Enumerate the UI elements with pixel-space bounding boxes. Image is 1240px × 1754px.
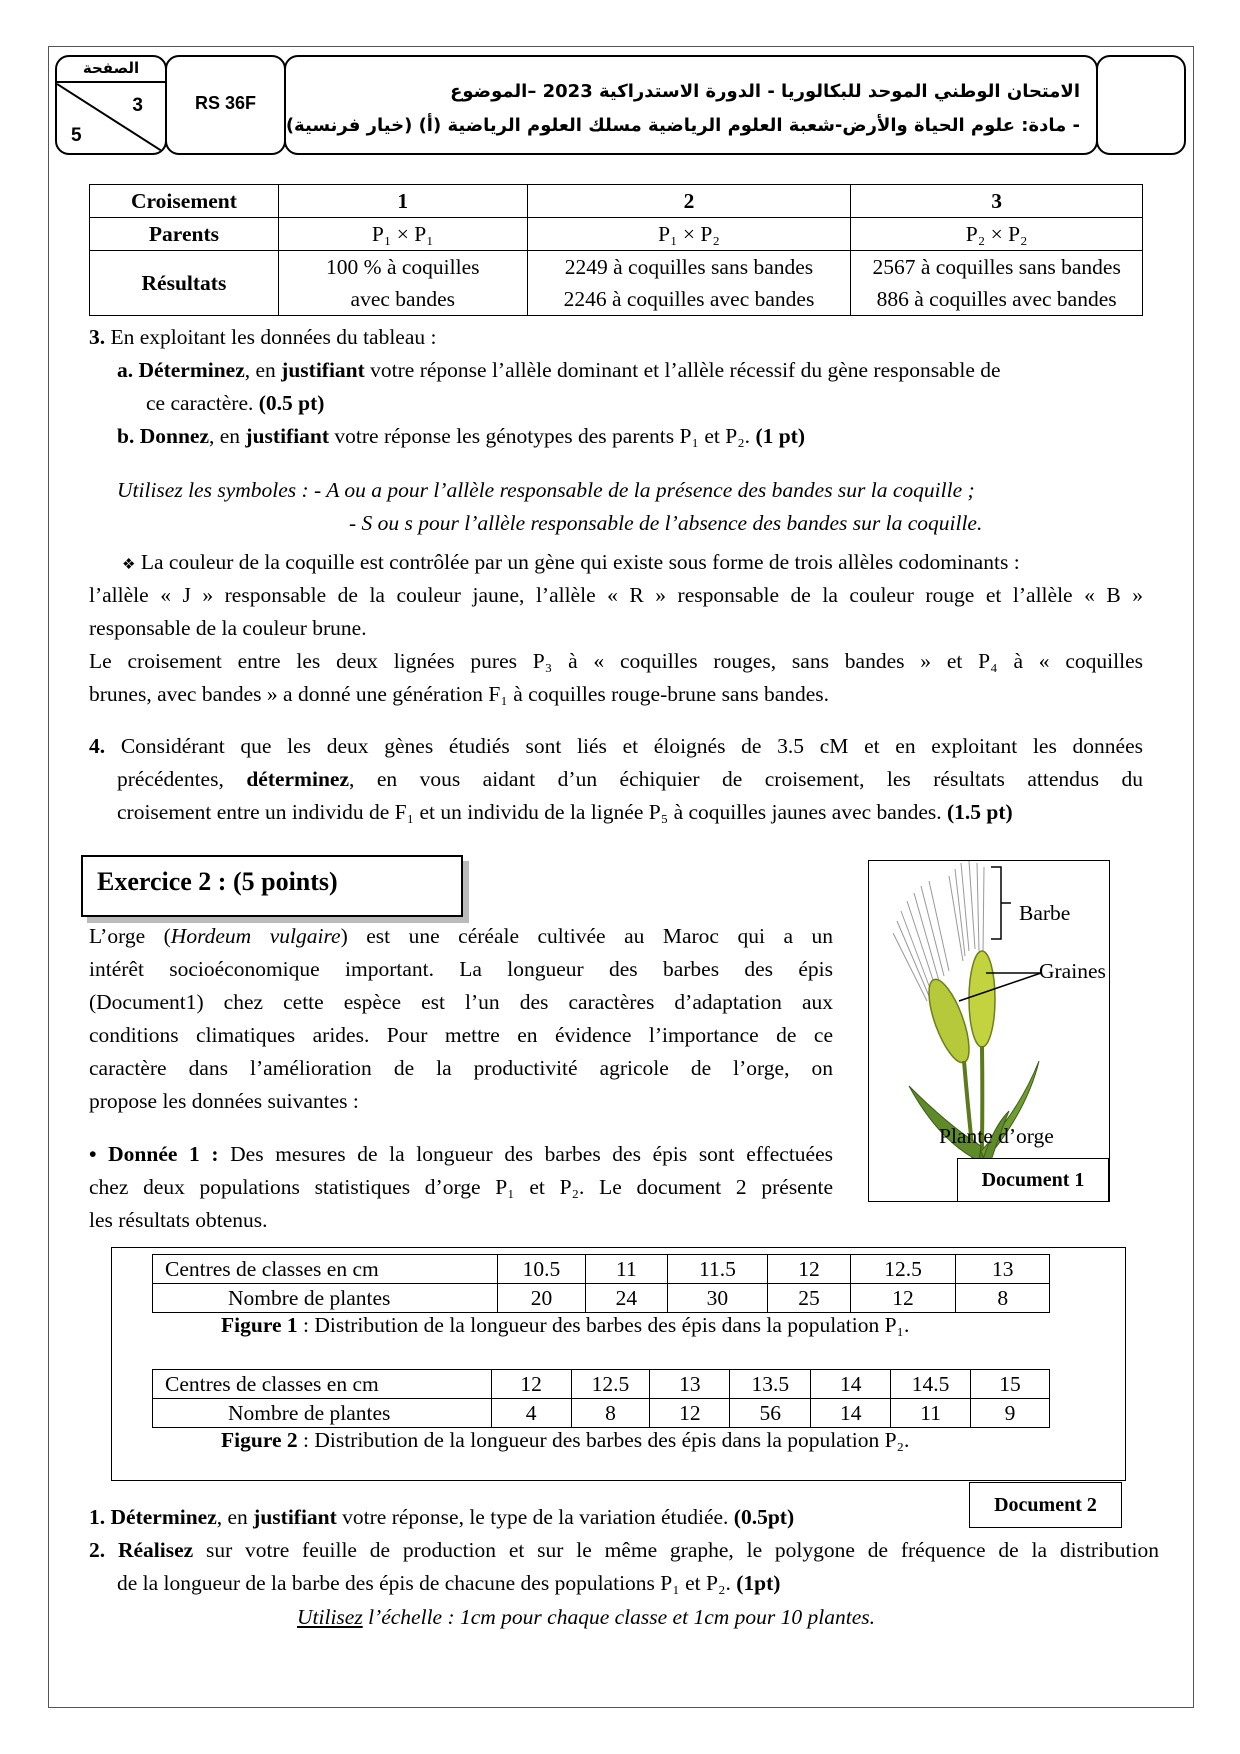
plant-caption: Plante d’orge (939, 1124, 1054, 1148)
q4-line3: croisement entre un individu de F₁ et un individu de la lignée P₅ à coquilles jaunes avec bandes. (1.5 pt) (117, 800, 1013, 824)
results-cell (278, 251, 527, 316)
results-cell (527, 251, 851, 316)
parents-cell: P₂ × P₂ (851, 218, 1143, 251)
page-total: 5 (71, 125, 82, 146)
class-cell: 13 (650, 1370, 730, 1399)
figure1-table (152, 1254, 1050, 1313)
page-label: الصفحة (57, 59, 165, 83)
cross-table (89, 184, 1143, 316)
count-cell: 12 (650, 1399, 730, 1428)
q4-line1: 4. Considérant que les deux gènes étudiés sont liés et éloignés de 3.5 cM et en exploitant les données (89, 734, 1143, 758)
table-row (153, 1255, 1050, 1284)
exercise2-title: Exercice 2 : (5 points) (97, 867, 338, 896)
table-row (90, 185, 1143, 218)
color-para-line3: responsable de la couleur brune. (89, 616, 367, 640)
class-cell: 12.5 (850, 1255, 956, 1284)
count-cell: 56 (730, 1399, 811, 1428)
class-cell: 14.5 (891, 1370, 971, 1399)
exam-code: RS 36F (194, 93, 257, 113)
parents-cell: P₁ × P₁ (278, 218, 527, 251)
color-para-line4: Le croisement entre les deux lignées pures P₃ à « coquilles rouges, sans bandes » et P₄ à « coquilles (89, 649, 1143, 673)
class-cell: 15 (971, 1370, 1050, 1399)
q3a-line1: a. Déterminez, en justifiant votre réponse l’allèle dominant et l’allèle récessif du gène responsable de (117, 358, 1001, 382)
count-cell: 24 (586, 1284, 667, 1313)
result-line: 2249 à coquilles sans bandes (564, 255, 814, 279)
document1-frame (868, 860, 1110, 1202)
row-label: Nombre de plantes (153, 1399, 492, 1428)
row-label: Nombre de plantes (153, 1284, 498, 1313)
donnee1-line3: les résultats obtenus. (89, 1208, 268, 1232)
label-barbe: Barbe (1019, 901, 1071, 925)
class-cell: 12 (768, 1255, 850, 1284)
donnee1-line2: chez deux populations statistiques d’orge P₁ et P₂. Le document 2 présente (89, 1175, 833, 1199)
count-cell: 30 (667, 1284, 768, 1313)
page-number: 3 (132, 95, 143, 116)
figure2-table (152, 1369, 1050, 1428)
header-right-box (1096, 55, 1186, 155)
q3-intro: 3. En exploitant les données du tableau : (89, 325, 437, 349)
parents-cell: P₁ × P₂ (527, 218, 851, 251)
class-cell: 12 (491, 1370, 571, 1399)
row-label: Centres de classes en cm (153, 1370, 492, 1399)
q2-line2: de la longueur de la barbe des épis de chacune des populations P₁ et P₂. (1pt) (117, 1571, 781, 1595)
count-cell: 14 (811, 1399, 891, 1428)
document1-label: Document 1 (957, 1158, 1109, 1202)
q4-line2: précédentes, déterminez, en vous aidant d’un échiquier de croisement, les résultats attendus du (117, 767, 1143, 791)
barley-plant-illustration (869, 861, 1109, 1201)
class-cell: 11.5 (667, 1255, 768, 1284)
count-cell: 25 (768, 1284, 850, 1313)
table-row (90, 251, 1143, 316)
figure1-caption: Figure 1 : Distribution de la longueur des barbes des épis dans la population P₁. (221, 1313, 910, 1337)
symbols-line2: - S ou s pour l’allèle responsable de l’absence des bandes sur la coquille. (349, 511, 983, 535)
row-label: Centres de classes en cm (153, 1255, 498, 1284)
exercise2-title-box (81, 855, 463, 917)
count-cell: 12 (850, 1284, 956, 1313)
count-cell: 4 (491, 1399, 571, 1428)
row-label: Croisement (90, 185, 279, 218)
color-para-line2: l’allèle « J » responsable de la couleur jaune, l’allèle « R » responsable de la couleur rouge et l’allèle « B » (89, 583, 1143, 607)
table-row (153, 1399, 1050, 1428)
exam-title-line2: - مادة: علوم الحياة والأرض-شعبة العلوم الرياضية مسلك العلوم الرياضية (أ) (خيار فرنسية) (285, 115, 1080, 136)
class-cell: 13.5 (730, 1370, 811, 1399)
ex2-intro-line1: L’orge (Hordeum vulgaire) est une céréale cultivée au Maroc qui a un (89, 924, 833, 948)
q1: 1. Déterminez, en justifiant votre réponse, le type de la variation étudiée. (0.5pt) (89, 1505, 795, 1529)
color-para-line1: ❖ La couleur de la coquille est contrôlée par un gène qui existe sous forme de trois allèles codominants : (122, 550, 1020, 574)
scale-instruction: Utilisez l’échelle : 1cm pour chaque classe et 1cm pour 10 plantes. (297, 1605, 875, 1629)
q2-line1: 2. Réalisez sur votre feuille de production et sur le même graphe, le polygone de fréquence de la distribution (89, 1538, 1159, 1562)
document2-label: Document 2 (969, 1482, 1122, 1528)
table-row (90, 218, 1143, 251)
ex2-intro-line3: (Document1) chez cette espèce est l’un des caractères d’adaptation aux (89, 990, 833, 1014)
page-number-box (55, 55, 167, 155)
figure2-caption: Figure 2 : Distribution de la longueur des barbes des épis dans la population P₂. (221, 1428, 910, 1452)
class-cell: 10.5 (497, 1255, 585, 1284)
color-para-line5: brunes, avec bandes » a donné une génération F₁ à coquilles rouge-brune sans bandes. (89, 682, 830, 706)
result-line: 886 à coquilles avec bandes (876, 287, 1117, 311)
count-cell: 8 (571, 1399, 650, 1428)
class-cell: 14 (811, 1370, 891, 1399)
q3b: b. Donnez, en justifiant votre réponse les génotypes des parents P₁ et P₂. (1 pt) (117, 424, 805, 448)
exam-code-box (165, 55, 286, 155)
row-label: Résultats (90, 251, 279, 316)
cross-number: 2 (527, 185, 851, 218)
class-cell: 13 (956, 1255, 1050, 1284)
result-line: 2246 à coquilles avec bandes (563, 287, 815, 311)
cross-number: 3 (851, 185, 1143, 218)
result-line: avec bandes (350, 287, 455, 311)
ex2-intro-line5: caractère dans l’amélioration de la productivité agricole de l’orge, on (89, 1056, 833, 1080)
ex2-intro-line6: propose les données suivantes : (89, 1089, 359, 1113)
class-cell: 11 (586, 1255, 667, 1284)
table-row (153, 1284, 1050, 1313)
label-graines: Graines (1039, 959, 1106, 983)
result-line: 100 % à coquilles (326, 255, 480, 279)
table-row (153, 1370, 1050, 1399)
row-label: Parents (90, 218, 279, 251)
count-cell: 8 (956, 1284, 1050, 1313)
donnee1-line1: • Donnée 1 : Des mesures de la longueur des barbes des épis sont effectuées (89, 1142, 834, 1166)
ex2-intro-line2: intérêt socioéconomique important. La longueur des barbes des épis (89, 957, 833, 981)
exam-title-box (284, 55, 1098, 155)
results-cell (851, 251, 1143, 316)
q3a-line2: ce caractère. (0.5 pt) (146, 391, 325, 415)
count-cell: 11 (891, 1399, 971, 1428)
ex2-intro-line4: conditions climatiques arides. Pour mettre en évidence l’importance de ce (89, 1023, 833, 1047)
cross-number: 1 (278, 185, 527, 218)
count-cell: 9 (971, 1399, 1050, 1428)
exam-title-line1: الامتحان الوطني الموحد للبكالوريا - الدورة الاستدراكية 2023 –الموضوع (450, 81, 1080, 102)
symbols-line1: Utilisez les symboles : - A ou a pour l’allèle responsable de la présence des bandes sur la coquille ; (117, 478, 975, 502)
class-cell: 12.5 (571, 1370, 650, 1399)
count-cell: 20 (497, 1284, 585, 1313)
result-line: 2567 à coquilles sans bandes (872, 255, 1121, 279)
